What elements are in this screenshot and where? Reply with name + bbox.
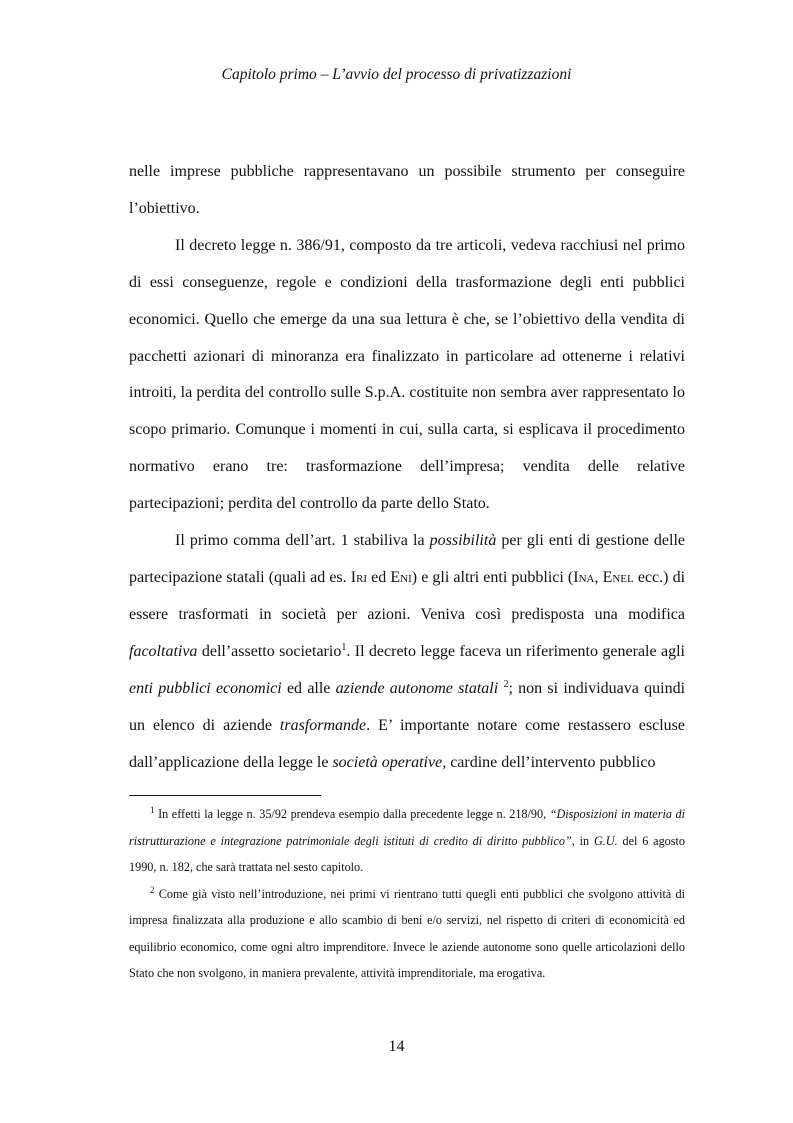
main-text [129, 154, 685, 781]
p3-text: . Il decreto legge faceva un riferimento generale agli [346, 642, 686, 660]
footnote-text: In effetti la legge n. 35/92 prendeva esempio dalla precedente legge n. 218/90, [154, 807, 550, 821]
p3-emphasis: facoltativa [129, 642, 198, 660]
paragraph-3 [129, 523, 685, 781]
footnote-ref-1[interactable]: 1 [341, 641, 347, 653]
footnote-2 [129, 881, 685, 987]
p3-text: cardine dell’intervento pubblico [446, 753, 656, 771]
p3-text: dell’assetto societario [197, 642, 342, 660]
footnote-text: in [574, 833, 594, 848]
footnote-text: Come già visto nell’introduzione, nei primi vi rientrano tutti quegli enti pubblici che svolgono attività di impresa finalizzata alla produzione e allo scambio di beni e/o servizi, nel rispetto di criteri di economicità ed equilibrio economico, come ogni altro imprenditore. Invece le aziende autonome sono quelle articolazioni dello Stato che non svolgono, in maniera prevalente, attività imprenditoriale, ma erogativa. [129, 886, 685, 980]
footnote-number: 1 [150, 805, 155, 815]
p3-text: ed [367, 568, 391, 586]
footnote-separator [129, 795, 321, 796]
running-header: Capitolo primo – L’avvio del processo di privatizzazioni [221, 66, 572, 83]
acronym-enel: Enel [602, 568, 634, 586]
p3-text: . E’ importante notare come restassero escluse dall’applicazione della legge le [129, 716, 686, 771]
acronym-iri: Iri [350, 568, 368, 586]
p3-emphasis: trasformande [279, 716, 367, 734]
p3-text: Il primo comma dell’art. 1 stabiliva la [175, 532, 430, 550]
footnote-emphasis: “Disposizioni in materia di ristrutturazione e integrazione patrimoniale degli istituti di credito di diritto pubblico”, [129, 807, 685, 848]
p3-text: per gli enti di gestione delle partecipazione statali (quali ad es. [129, 532, 686, 586]
acronym-ina: Ina [573, 568, 595, 586]
footnote-ref-2[interactable]: 2 [503, 678, 509, 690]
p3-emphasis: possibilità [429, 532, 497, 550]
p3-text: ) e gli altri enti pubblici ( [411, 568, 574, 586]
p3-text: , [594, 568, 603, 586]
p3-text: ; non si individuava quindi un elenco di aziende [129, 679, 686, 734]
paragraph-1: nelle imprese pubbliche rappresentavano un possibile strumento per conseguire l’obiettivo. [129, 163, 685, 217]
footnotes [129, 801, 685, 987]
acronym-eni: Eni [390, 568, 412, 586]
page-number: 14 [388, 1038, 405, 1055]
p3-text: ed alle [281, 679, 336, 697]
paragraph-2: Il decreto legge n. 386/91, composto da tre articoli, vedeva racchiusi nel primo di essi conseguenze, regole e condizioni della trasformazione degli enti pubblici economici. Quello che emerge da una sua lettura è che, se l’obiettivo della vendita di pacchetti azionari di minoranza era finalizzato in particolare ad ottenerne i relativi introiti, la perdita del controllo sulle S.p.A. costituite non sembra aver rappresentato lo scopo primario. Comunque i momenti in cui, sulla carta, si esplicava il procedimento normativo erano tre: trasformazione dell’impresa; vendita delle relative partecipazioni; perdita del controllo da parte dello Stato. [129, 236, 685, 513]
p3-emphasis: enti pubblici economici [129, 679, 282, 697]
p3-text: ecc.) di essere trasformati in società per azioni. Veniva così predisposta una modifica [129, 568, 686, 623]
footnote-1 [129, 801, 685, 881]
p3-emphasis: aziende autonome statali [335, 679, 499, 697]
footnote-text: del 6 agosto 1990, n. 182, che sarà trattata nel sesto capitolo. [129, 833, 685, 874]
footnote-number: 2 [150, 884, 155, 895]
footnote-emphasis: G.U. [593, 833, 618, 848]
p3-emphasis: società operative, [332, 753, 447, 771]
